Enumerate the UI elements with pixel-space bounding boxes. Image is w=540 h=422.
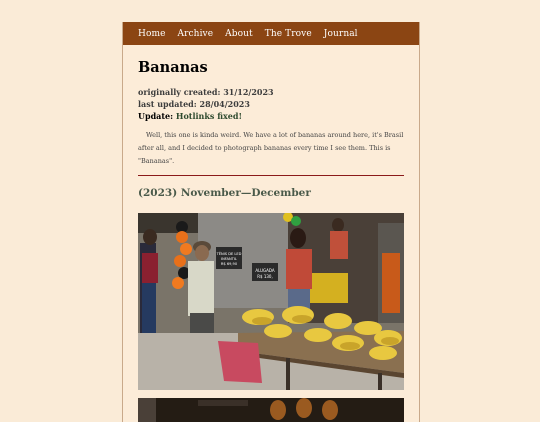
nav-journal[interactable]: Journal <box>324 29 358 39</box>
update-text: Hotlinks fixed! <box>176 111 242 121</box>
page-title: Bananas <box>138 59 404 76</box>
article-content <box>123 59 419 422</box>
photo-illustration <box>138 213 404 390</box>
nav-about[interactable]: About <box>225 29 253 39</box>
created-date: originally created: 31/12/2023 <box>138 86 404 98</box>
article-meta <box>138 86 404 122</box>
second-photo-partial[interactable] <box>138 398 404 422</box>
update-note <box>138 110 404 122</box>
update-label: Update: <box>138 111 173 121</box>
nav-home[interactable]: Home <box>138 29 166 39</box>
photo-illustration-2 <box>138 398 404 422</box>
svg-text:INFANTIL: INFANTIL <box>221 257 237 261</box>
sign-text-2: ALUGADA <box>255 268 275 273</box>
top-nav <box>123 22 419 45</box>
updated-date: last updated: 28/04/2023 <box>138 98 404 110</box>
nav-the-trove[interactable]: The Trove <box>265 29 312 39</box>
banana-vendor-photo[interactable] <box>138 213 404 390</box>
section-heading: (2023) November—December <box>138 187 404 199</box>
page-container <box>122 22 420 422</box>
svg-text:R$ 130,: R$ 130, <box>257 274 273 279</box>
svg-text:R$ 69,90: R$ 69,90 <box>221 262 238 266</box>
sign-text-1: TÊNIS DE LED <box>216 251 242 256</box>
nav-archive[interactable]: Archive <box>178 29 214 39</box>
section-divider <box>138 175 404 176</box>
intro-paragraph: Well, this one is kinda weird. We have a lot of bananas around here, it's Brasil after all, and I decided to photograph bananas every time I see them. This is "Bananas". <box>138 129 404 168</box>
